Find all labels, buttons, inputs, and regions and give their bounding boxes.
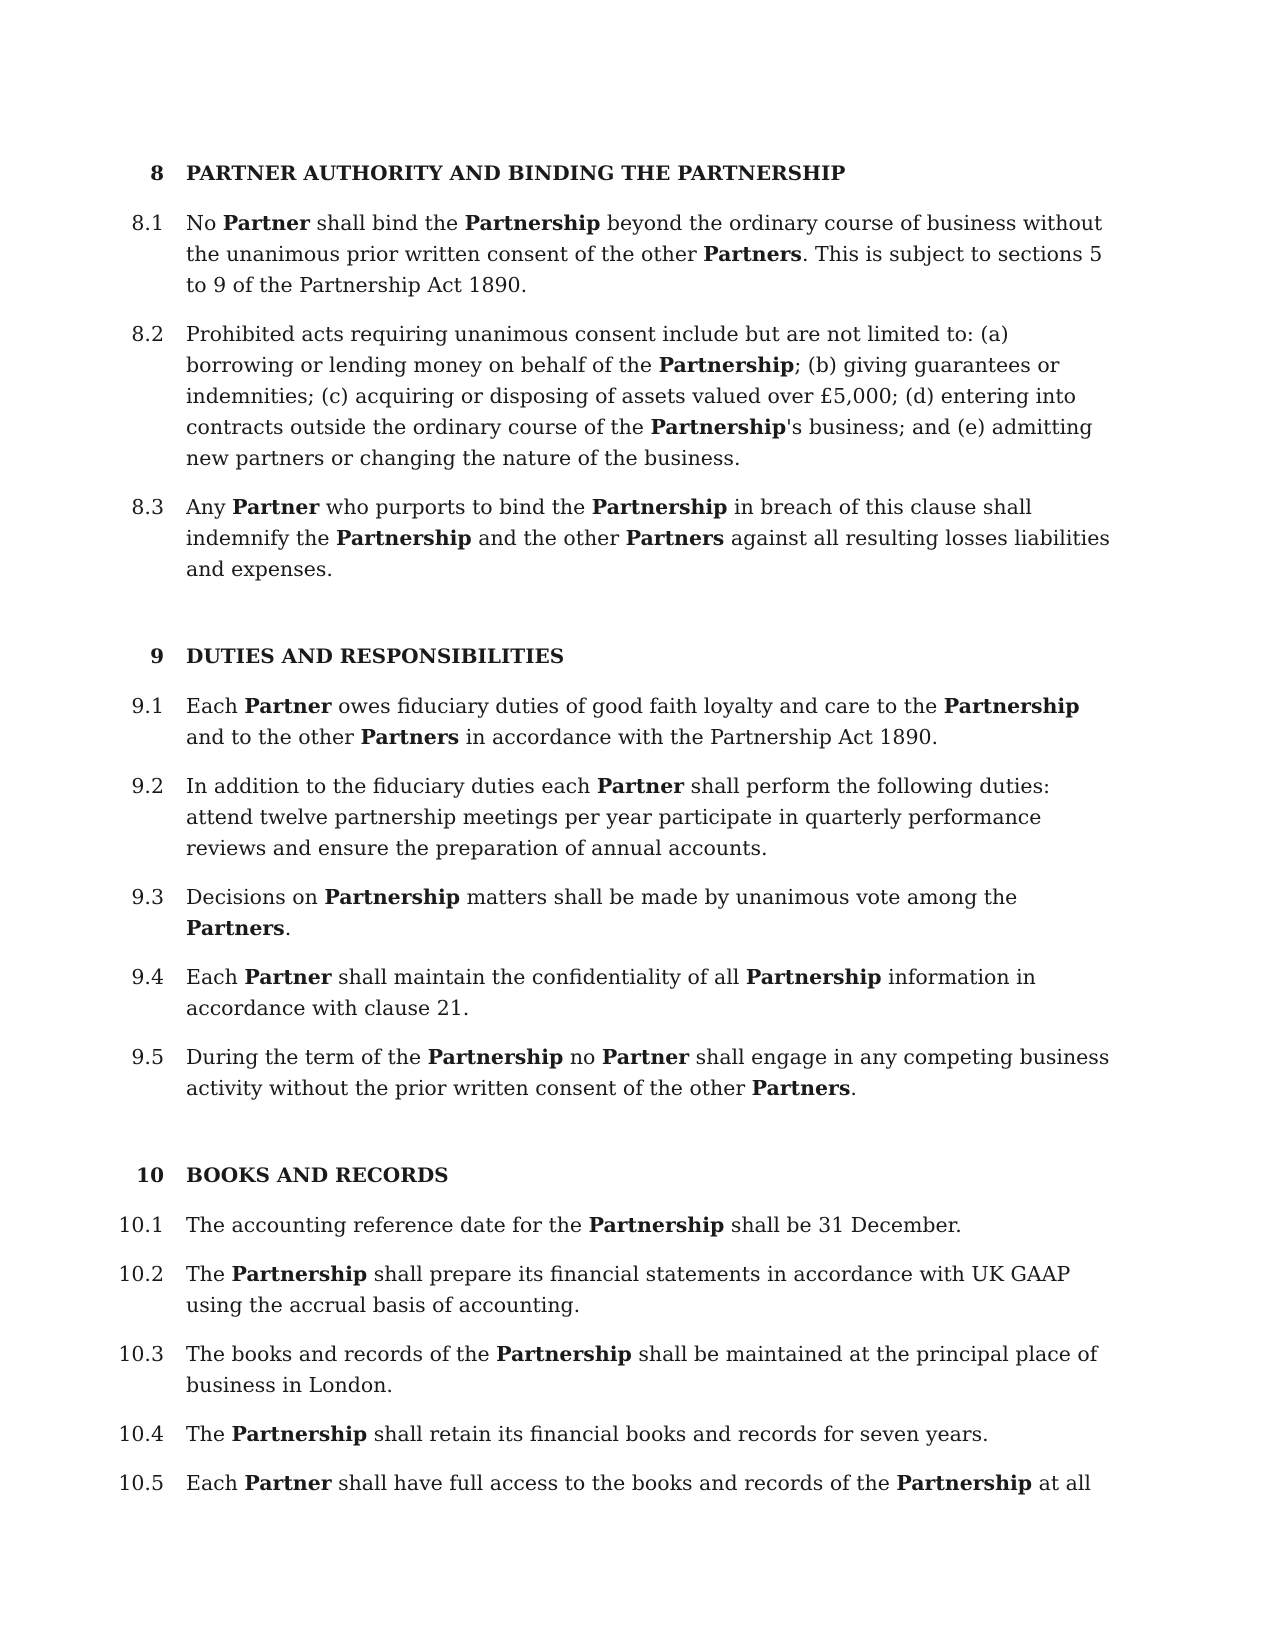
clause-number: 10.5 (118, 1471, 164, 1495)
section-heading (0, 1160, 1275, 1190)
clause (0, 1210, 1275, 1241)
section-title: PARTNER AUTHORITY AND BINDING THE PARTNERSHIP (186, 161, 846, 185)
clause-text (186, 1259, 1111, 1321)
clause-text (186, 1339, 1111, 1401)
defined-term: Partner (244, 1471, 332, 1495)
defined-term: Partnership (324, 885, 461, 909)
text-segment: information in accordance with clause 21. (186, 965, 1036, 1020)
text-segment: matters shall be made by unanimous vote among the (460, 885, 1018, 909)
section-number: 10 (136, 1163, 164, 1187)
text-segment: During the term of the (186, 1045, 428, 1069)
defined-term: Partners (186, 916, 285, 940)
defined-term: Partnership (943, 694, 1080, 718)
clause-number: 9.2 (131, 774, 164, 798)
clause-text (186, 492, 1111, 585)
text-segment: shall bind the (309, 211, 465, 235)
defined-term: Partners (625, 526, 725, 550)
text-segment: in accordance with the Partnership Act 1890. (459, 725, 939, 749)
section-heading (0, 158, 1275, 188)
text-segment: and to the other (186, 725, 361, 749)
clause (0, 1042, 1275, 1104)
text-segment: The (186, 1422, 232, 1446)
defined-term: Partnership (650, 415, 787, 439)
defined-term: Partnership (231, 1262, 368, 1286)
defined-term: Partnership (427, 1045, 564, 1069)
text-segment: no (563, 1045, 602, 1069)
defined-term: Partnership (336, 526, 472, 550)
text-segment: 's business; and (e) admitting new partners or changing the nature of the business. (186, 415, 1093, 470)
text-segment: shall be 31 December. (724, 1213, 962, 1237)
clause-number: 9.1 (131, 694, 164, 718)
section-number: 8 (150, 161, 164, 185)
defined-term: Partner (244, 694, 332, 718)
section-9 (0, 641, 1275, 1104)
clause (0, 691, 1275, 753)
text-segment: The accounting reference date for the (186, 1213, 589, 1237)
section-heading (0, 641, 1275, 671)
text-segment: Each (186, 965, 245, 989)
clause-number: 10.2 (118, 1262, 164, 1286)
text-segment: . This is subject to sections 5 to 9 of the Partnership Act 1890. (186, 242, 1103, 297)
section-10 (0, 1160, 1275, 1499)
section-title: DUTIES AND RESPONSIBILITIES (186, 644, 565, 668)
clause (0, 962, 1275, 1024)
clause-text (186, 319, 1111, 474)
clause (0, 1468, 1275, 1499)
text-segment: shall have full access to the books and records of the (331, 1471, 897, 1495)
clause-text (186, 1419, 1111, 1450)
clause (0, 492, 1275, 585)
defined-term: Partnership (464, 211, 601, 235)
defined-term: Partner (244, 965, 332, 989)
text-segment: . (284, 916, 292, 940)
clause (0, 1419, 1275, 1450)
text-segment: Each (186, 694, 245, 718)
text-segment: shall prepare its financial statements in accordance with UK GAAP using the accrual basis of accounting. (186, 1262, 1071, 1317)
clause (0, 1339, 1275, 1401)
text-segment: The books and records of the (186, 1342, 497, 1366)
clause (0, 771, 1275, 864)
text-segment: shall perform the following duties: attend twelve partnership meetings per year participate in quarterly performance reviews and ensure the preparation of annual accounts. (186, 774, 1050, 860)
text-segment: ; (b) giving guarantees or indemnities; (c) acquiring or disposing of assets valued over £5,000; (d) entering into contracts outside the ordinary course of the (186, 353, 1076, 439)
text-segment: shall retain its financial books and records for seven years. (367, 1422, 989, 1446)
text-segment: . (850, 1076, 857, 1100)
document-page (0, 158, 1275, 1555)
text-segment: beyond the ordinary course of business without the unanimous prior written consent of the other (186, 211, 1103, 266)
defined-term: Partnership (588, 1213, 725, 1237)
text-segment: owes fiduciary duties of good faith loyalty and care to the (331, 694, 944, 718)
defined-term: Partnership (496, 1342, 632, 1366)
section-title: BOOKS AND RECORDS (186, 1163, 449, 1187)
clause-number: 8.3 (131, 495, 164, 519)
clause-number: 9.5 (131, 1045, 164, 1069)
text-segment: Each (186, 1471, 245, 1495)
defined-term: Partner (601, 1045, 690, 1069)
defined-term: Partner (596, 774, 685, 798)
clause (0, 882, 1275, 944)
text-segment: against all resulting losses liabilities and expenses. (186, 526, 1110, 581)
text-segment: Any (186, 495, 233, 519)
defined-term: Partner (232, 495, 320, 519)
clause-number: 10.3 (118, 1342, 164, 1366)
clause (0, 319, 1275, 474)
text-segment: shall maintain the confidentiality of all (331, 965, 746, 989)
text-segment: in breach of this clause shall indemnify the (186, 495, 1032, 550)
clause-number: 8.1 (131, 211, 164, 235)
text-segment: who purports to bind the (319, 495, 592, 519)
clause-text (186, 1210, 1111, 1241)
defined-term: Partnership (231, 1422, 368, 1446)
defined-term: Partnership (591, 495, 728, 519)
clause-text (186, 771, 1111, 864)
clause-number: 10.4 (118, 1422, 164, 1446)
defined-term: Partnership (896, 1471, 1033, 1495)
defined-term: Partnership (745, 965, 882, 989)
text-segment: No (186, 211, 223, 235)
section-number: 9 (150, 644, 164, 668)
clause-text (186, 691, 1111, 753)
clause (0, 208, 1275, 301)
clause-text (186, 208, 1111, 301)
clause-number: 9.4 (131, 965, 164, 989)
clause (0, 1259, 1275, 1321)
text-segment: shall be maintained at the principal place of business in London. (186, 1342, 1098, 1397)
clause-text (186, 1042, 1111, 1104)
text-segment: shall engage in any competing business activity without the prior written consent of the other (186, 1045, 1110, 1100)
defined-term: Partner (222, 211, 310, 235)
defined-term: Partnership (658, 353, 795, 377)
text-segment: The (186, 1262, 232, 1286)
section-8 (0, 158, 1275, 585)
text-segment: In addition to the fiduciary duties each (186, 774, 597, 798)
defined-term: Partners (751, 1076, 851, 1100)
clause-text (186, 962, 1111, 1024)
text-segment: and the other (471, 526, 626, 550)
text-segment: Prohibited acts requiring unanimous consent include but are not limited to: (a) borrowing or lending money on behalf of the (186, 322, 1009, 377)
text-segment: Decisions on (186, 885, 325, 909)
clause-number: 8.2 (131, 322, 164, 346)
clause-text (186, 1468, 1111, 1499)
text-segment: at all (1032, 1471, 1091, 1495)
defined-term: Partners (703, 242, 802, 266)
clause-number: 10.1 (118, 1213, 164, 1237)
defined-term: Partners (360, 725, 460, 749)
clause-number: 9.3 (131, 885, 164, 909)
clause-text (186, 882, 1111, 944)
